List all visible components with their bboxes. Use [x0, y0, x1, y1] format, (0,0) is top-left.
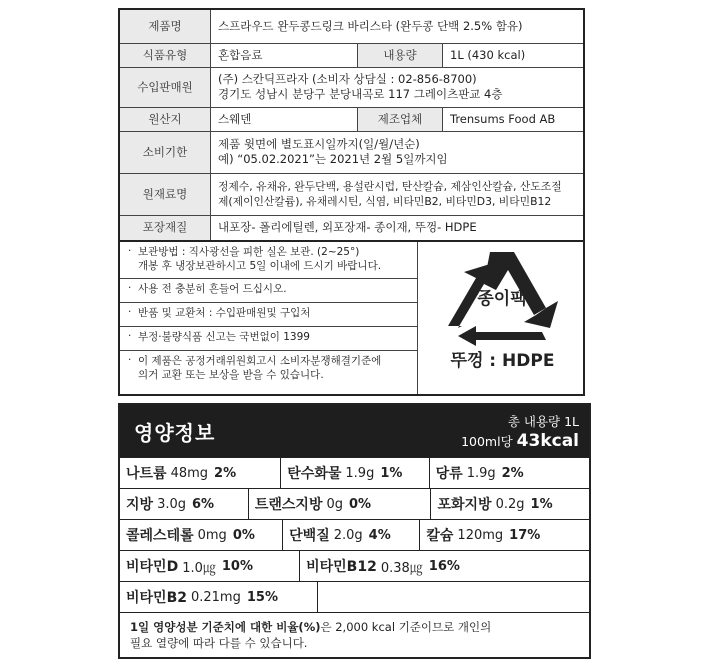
- nutrient-cell: [283, 520, 420, 550]
- ingredients-value: [211, 173, 585, 215]
- nutrient-amount: 1.9g: [466, 465, 496, 481]
- nutrient-percent: 1%: [380, 465, 403, 481]
- manufacturer-value: Trensums Food AB: [443, 107, 585, 131]
- importer-value: [211, 67, 585, 107]
- nutrient-amount: 0.2g: [495, 496, 525, 512]
- nutrition-row: [120, 550, 589, 581]
- nutrient-amount: 0.38㎍: [380, 560, 423, 576]
- nutrient-amount: 1.9g: [345, 465, 375, 481]
- nutrient-percent: 15%: [246, 589, 278, 605]
- nutrient-amount: 0mg: [197, 527, 227, 543]
- footnote-line-2: 필요 열량에 따라 다를 수 있습니다.: [130, 636, 308, 650]
- nutrient-name: 탄수화물: [287, 466, 342, 482]
- nutrient-amount: 3.0g: [157, 496, 186, 512]
- nutrient-percent: 1%: [530, 496, 553, 512]
- notes-list: [120, 242, 418, 394]
- product-name-value: 스프라우드 완두콩드링크 바리스타 (완두콩 단백 2.5% 함유): [211, 9, 585, 43]
- total-volume: 총 내용량 1L: [507, 414, 579, 429]
- cap-material-label: 뚜껑 : HDPE: [450, 351, 555, 371]
- nutrient-cell: [281, 458, 429, 488]
- origin-label: 원산지: [119, 107, 211, 131]
- nutrition-row: [120, 581, 589, 612]
- note-report: [120, 327, 417, 351]
- nutrient-percent: 4%: [368, 527, 391, 543]
- nutrition-footnote: [120, 612, 589, 657]
- nutrient-percent: 6%: [192, 496, 215, 512]
- table-row: [119, 131, 584, 173]
- table-row: [119, 173, 584, 215]
- note-line: · 부정·불량식품 신고는 국번없이 1399: [138, 331, 310, 343]
- nutrition-facts: [118, 403, 591, 659]
- note-compensation: [120, 351, 417, 387]
- note-shake: [120, 279, 417, 303]
- nutrient-percent: 16%: [428, 558, 460, 574]
- per-kcal: 43kcal: [516, 431, 579, 451]
- food-type-value: 혼합음료: [211, 43, 358, 67]
- nutrient-name: 당류: [435, 466, 463, 482]
- footnote-rest: 은 2,000 kcal 기준이므로 개인의: [320, 620, 492, 634]
- ingredients-label: 원재료명: [119, 173, 211, 215]
- table-row: [119, 215, 584, 241]
- note-line: · 사용 전 충분히 흔들어 드십시오.: [138, 283, 287, 295]
- recycle-triangle-icon: [418, 242, 587, 346]
- recycle-mark: [418, 242, 587, 394]
- importer-label: 수입판매원: [119, 67, 211, 107]
- nutrient-percent: 17%: [509, 527, 541, 543]
- ingredients-line-1: 정제수, 유채유, 완두단백, 용설란시럽, 탄산칼슘, 제삼인산칼슘, 산도조절: [218, 180, 562, 193]
- nutrient-amount: 48mg: [170, 465, 209, 481]
- nutrient-percent: 2%: [501, 465, 524, 481]
- note-line: · 이 제품은 공정거래위원회고시 소비자분쟁해결기준에: [138, 355, 382, 367]
- nutrient-cell: [300, 551, 589, 581]
- origin-value: 스웨덴: [211, 107, 358, 131]
- nutrition-row: [120, 519, 589, 550]
- nutrient-name: 트랜스지방: [254, 497, 323, 513]
- nutrient-amount: 120mg: [457, 527, 504, 543]
- nutrient-name: 콜레스테롤: [126, 528, 194, 544]
- ingredients-line-2: 제(제이인산칼륨), 유채레시틴, 식염, 비타민B2, 비타민D3, 비타민B12: [218, 195, 552, 208]
- importer-line-2: 경기도 성남시 분당구 분당내곡로 117 그레이츠판교 4층: [218, 87, 503, 101]
- nutrition-rows: [120, 457, 589, 612]
- expiry-value: [211, 131, 585, 173]
- nutrient-cell: [120, 582, 318, 612]
- footnote-bold: 1일 영양성분 기준치에 대한 비율(%): [130, 620, 321, 634]
- note-returns: [120, 303, 417, 327]
- product-info-table: [118, 8, 585, 242]
- product-name-label: 제품명: [119, 9, 211, 43]
- table-row: [119, 107, 584, 131]
- expiry-line-2: 예) “05.02.2021”는 2021년 2월 5일까지임: [218, 152, 448, 166]
- note-line: 의거 교환 또는 보상을 받을 수 있습니다.: [138, 369, 324, 381]
- nutrient-cell: [249, 489, 432, 519]
- food-type-label: 식품유형: [119, 43, 211, 67]
- nutrient-percent: 2%: [214, 465, 237, 481]
- nutrient-amount: 1.0㎍: [182, 560, 216, 576]
- nutrient-cell: [120, 489, 249, 519]
- expiry-line-1: 제품 윗면에 별도표시일까지(일/월/년순): [218, 137, 420, 151]
- product-info-section: [118, 8, 585, 396]
- nutrient-amount: 2.0g: [333, 527, 363, 543]
- table-row: [119, 9, 584, 43]
- nutrient-percent: 0%: [232, 527, 255, 543]
- importer-line-1: (주) 스칸딕프라자 (소비자 상담실 : 02-856-8700): [218, 72, 477, 86]
- nutrition-title: 영양정보: [134, 421, 216, 445]
- table-row: [119, 43, 584, 67]
- nutrient-cell: [431, 489, 589, 519]
- per-serving: [461, 431, 579, 451]
- note-line: 개봉 후 냉장보관하시고 5일 이내에 드시기 바랍니다.: [138, 260, 382, 272]
- nutrient-name: 칼슘: [426, 528, 454, 544]
- recycle-mark-text: 종이팩: [477, 289, 527, 309]
- packaging-value: 내포장- 폴리에틸렌, 외포장재- 종이재, 뚜껑- HDPE: [211, 215, 585, 241]
- note-line: · 반품 및 교환처 : 수입판매원및 구입처: [138, 307, 311, 319]
- notes-section: [118, 242, 585, 396]
- nutrient-cell: [120, 520, 283, 550]
- table-row: [119, 67, 584, 107]
- nutrient-cell: [120, 551, 300, 581]
- volume-label: 내용량: [358, 43, 443, 67]
- note-storage: [120, 242, 417, 279]
- nutrient-cell: [420, 520, 589, 550]
- nutrient-percent: 0%: [349, 496, 372, 512]
- nutrient-name: 비타민D: [126, 559, 179, 575]
- nutrient-cell: [430, 458, 589, 488]
- nutrient-amount: 0.21mg: [190, 589, 241, 605]
- volume-value: 1L (430 kcal): [443, 43, 585, 67]
- nutrient-amount: 0g: [326, 496, 344, 512]
- nutrient-cell: [120, 458, 281, 488]
- nutrition-row: [120, 488, 589, 519]
- nutrient-percent: 10%: [221, 558, 254, 574]
- per-label: 100ml당: [461, 434, 513, 449]
- packaging-label: 포장재질: [119, 215, 211, 241]
- nutrition-row: [120, 457, 589, 488]
- nutrient-name: 비타민B12: [306, 559, 377, 575]
- note-line: · 보관방법 : 직사광선을 피한 실온 보관. (2~25°): [138, 246, 360, 258]
- manufacturer-label: 제조업체: [358, 107, 443, 131]
- nutrient-name: 단백질: [289, 528, 330, 544]
- nutrient-name: 지방: [126, 497, 154, 513]
- nutrient-name: 포화지방: [437, 497, 492, 513]
- nutrient-name: 나트륨: [126, 466, 167, 482]
- nutrient-name: 비타민B2: [126, 590, 187, 606]
- nutrition-header: [120, 405, 589, 457]
- expiry-label: 소비기한: [119, 131, 211, 173]
